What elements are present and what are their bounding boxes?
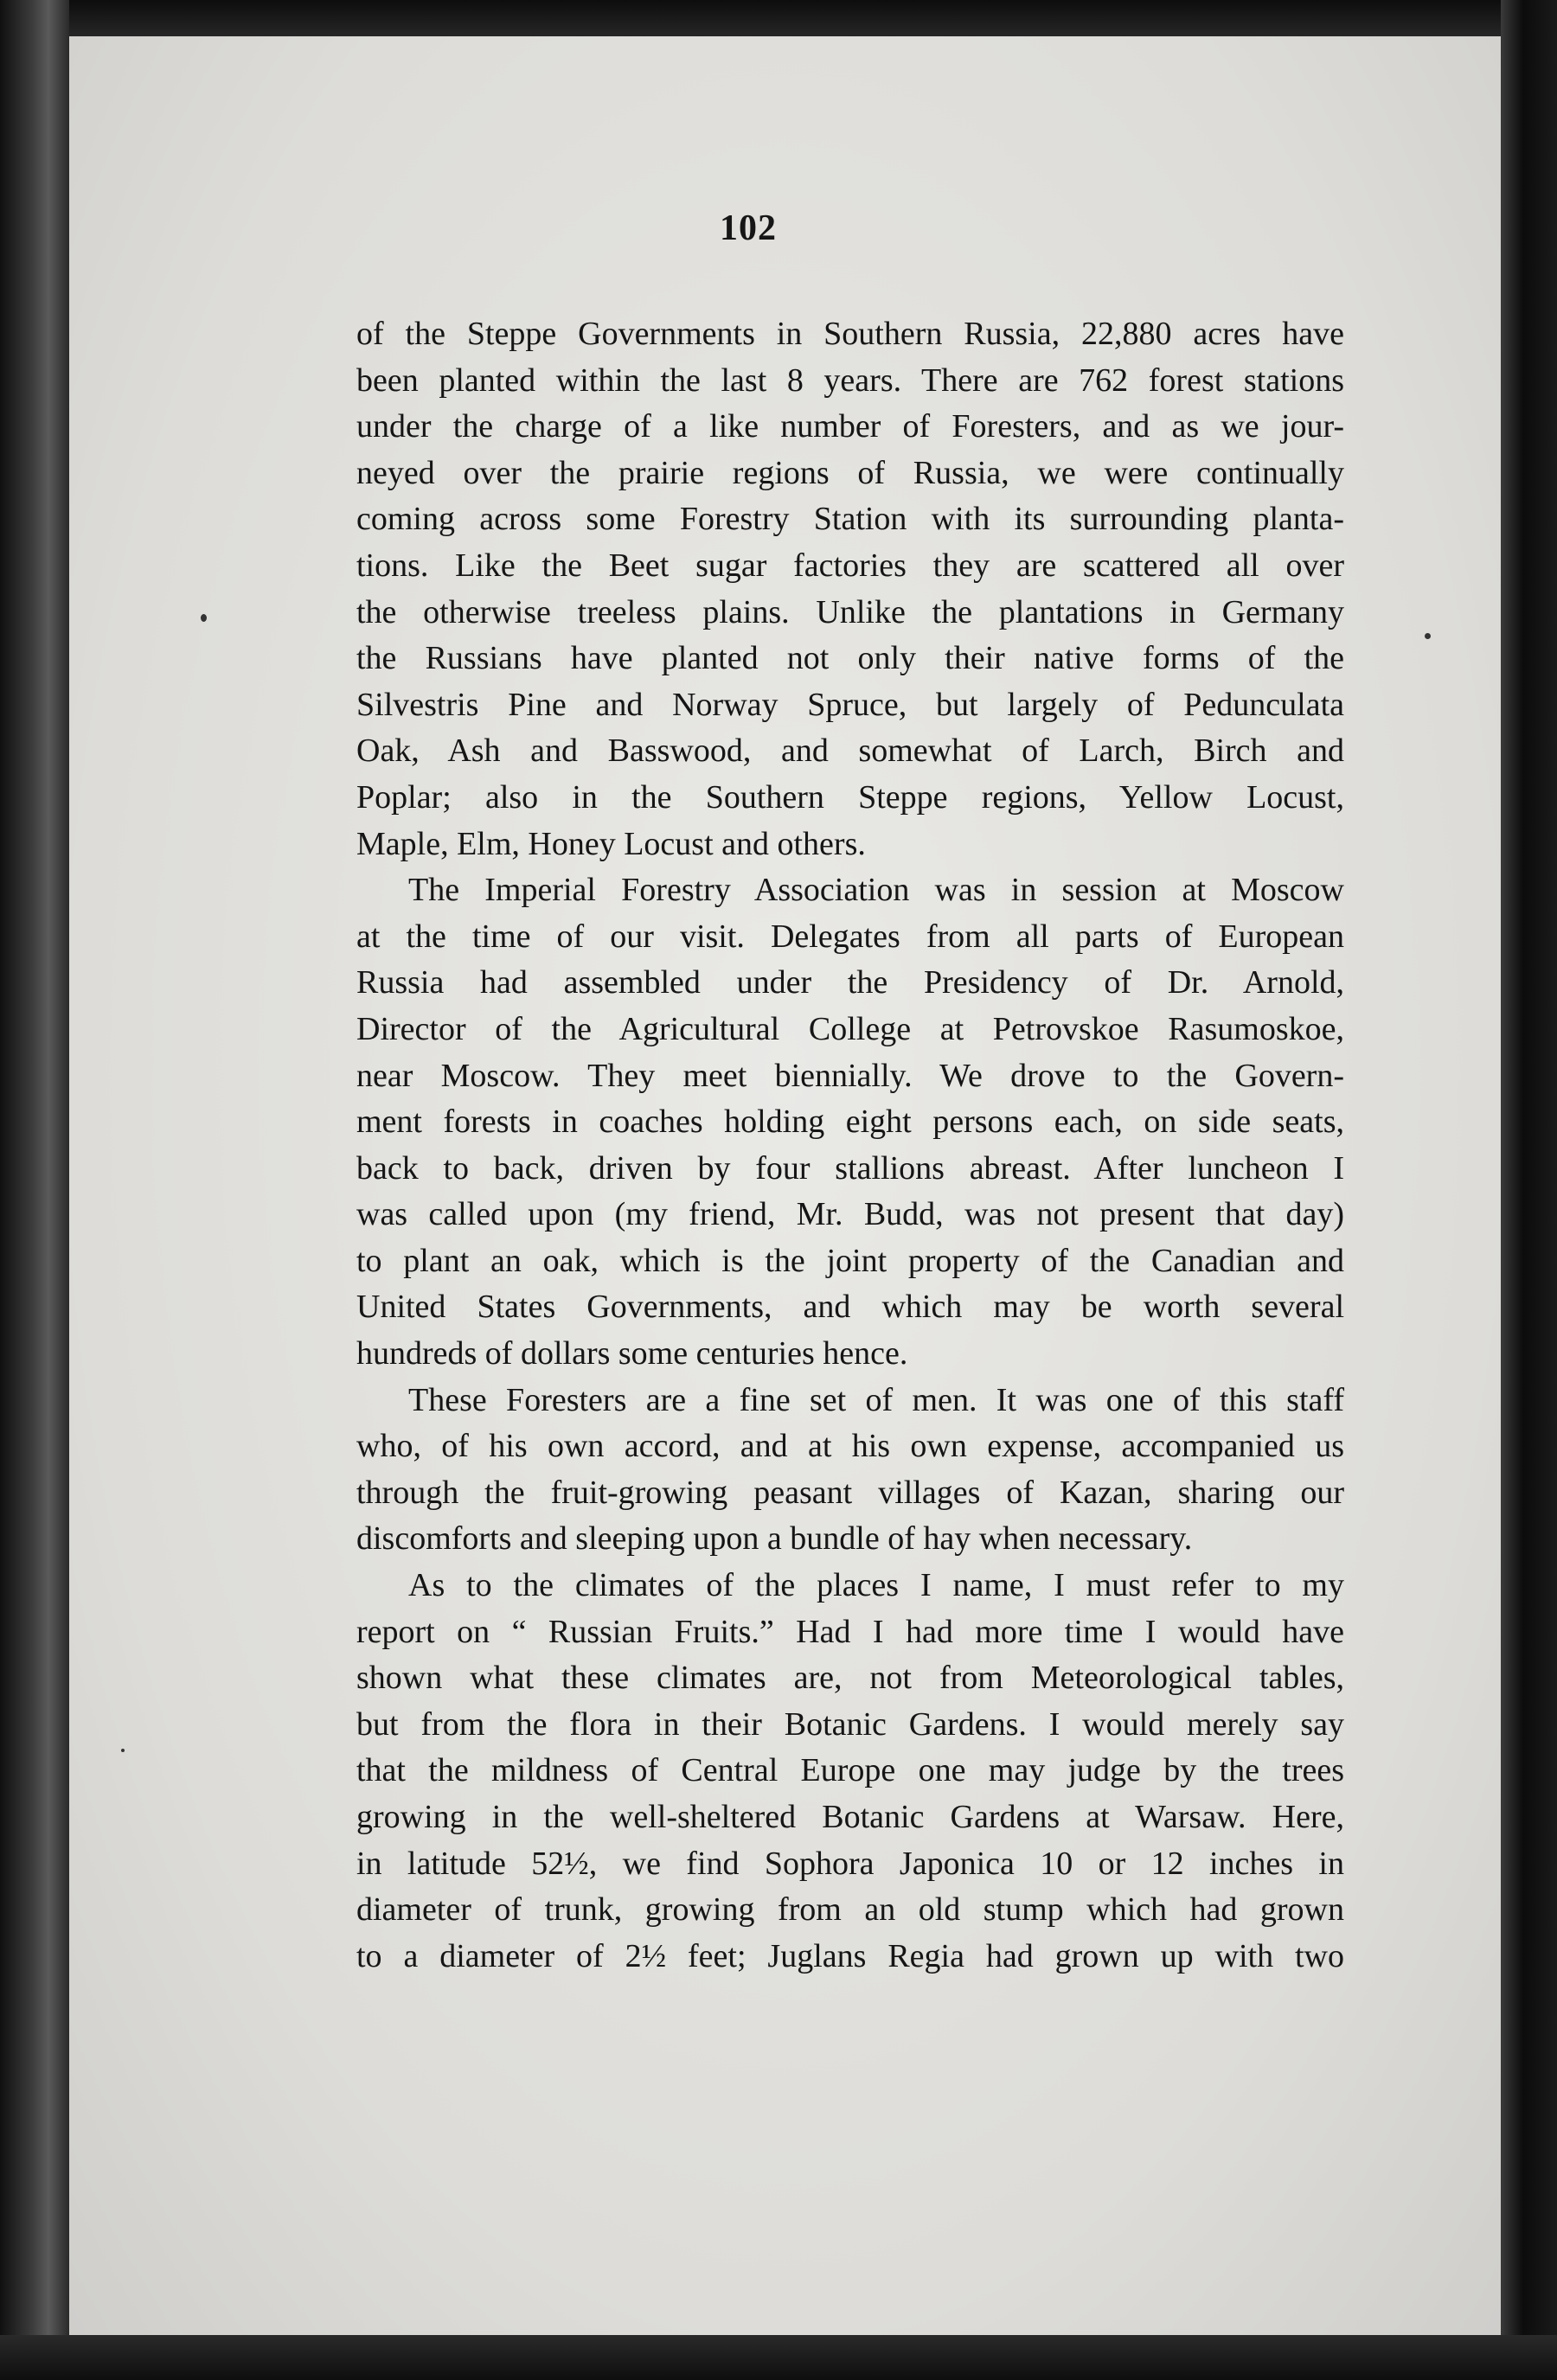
- text-line: Oak, Ash and Basswood, and somewhat of Larch, Birch and: [356, 733, 1344, 770]
- scan-speck: [1425, 633, 1431, 639]
- text-line: to a diameter of 2½ feet; Juglans Regia had grown up with two: [356, 1937, 1344, 1974]
- text-line: growing in the well-sheltered Botanic Gardens at Warsaw. Here,: [356, 1799, 1344, 1835]
- text-line: United States Governments, and which may be worth several: [356, 1289, 1344, 1326]
- text-line: Silvestris Pine and Norway Spruce, but largely of Pedunculata: [356, 686, 1344, 723]
- text-line: the otherwise treeless plains. Unlike the plantations in Germany: [356, 593, 1344, 630]
- text-line: under the charge of a like number of Foresters, and as we jour-: [356, 408, 1344, 445]
- scan-speck: [121, 1749, 125, 1752]
- paragraph: [356, 1378, 1344, 1563]
- text-line: discomforts and sleeping upon a bundle of hay when necessary.: [356, 1520, 1193, 1558]
- text-line: These Foresters are a fine set of men. It was one of this staff: [408, 1381, 1344, 1418]
- text-line: coming across some Forestry Station with its surrounding planta-: [356, 501, 1344, 538]
- text-line: that the mildness of Central Europe one may judge by the trees: [356, 1752, 1344, 1789]
- text-line: near Moscow. They meet biennially. We drove to the Govern-: [356, 1057, 1344, 1094]
- paragraph: [356, 311, 1344, 867]
- scan-frame-left: [0, 0, 69, 2380]
- text-line: Maple, Elm, Honey Locust and others.: [356, 825, 866, 862]
- text-line: the Russians have planted not only their native forms of the: [356, 640, 1344, 677]
- text-line: neyed over the prairie regions of Russia, we were continually: [356, 454, 1344, 491]
- text-line: to plant an oak, which is the joint property of the Canadian and: [356, 1242, 1344, 1279]
- text-line: report on “ Russian Fruits.” Had I had more time I would have: [356, 1613, 1344, 1650]
- text-line: shown what these climates are, not from Meteorological tables,: [356, 1660, 1344, 1697]
- scan-frame-top: [0, 0, 1557, 36]
- text-line: diameter of trunk, growing from an old stump which had grown: [356, 1891, 1344, 1929]
- text-line: back to back, driven by four stallions abreast. After luncheon I: [356, 1149, 1344, 1187]
- text-line: tions. Like the Beet sugar factories they are scattered all over: [356, 547, 1344, 584]
- text-line: Director of the Agricultural College at Petrovskoe Rasumoskoe,: [356, 1010, 1344, 1047]
- text-line: been planted within the last 8 years. There are 762 forest stations: [356, 361, 1344, 399]
- body-text: [356, 311, 1344, 1980]
- text-line: in latitude 52½, we find Sophora Japonica 10 or 12 inches in: [356, 1845, 1344, 1882]
- text-line: but from the flora in their Botanic Gardens. I would merely say: [356, 1705, 1344, 1743]
- text-line: Russia had assembled under the Presidency of Dr. Arnold,: [356, 964, 1344, 1001]
- text-line: Poplar; also in the Southern Steppe regions, Yellow Locust,: [356, 778, 1344, 816]
- text-line: As to the climates of the places I name, I must refer to my: [408, 1567, 1344, 1604]
- text-line: at the time of our visit. Delegates from all parts of European: [356, 918, 1344, 955]
- text-line: The Imperial Forestry Association was in session at Moscow: [408, 872, 1344, 909]
- text-line: through the fruit-growing peasant villages of Kazan, sharing our: [356, 1474, 1344, 1511]
- paragraph: [356, 1563, 1344, 1980]
- page-number: 102: [720, 208, 777, 248]
- text-line: of the Steppe Governments in Southern Russia, 22,880 acres have: [356, 316, 1344, 352]
- scan-speck: [201, 614, 207, 622]
- scan-frame-right: [1501, 0, 1557, 2380]
- text-line: was called upon (my friend, Mr. Budd, was not present that day): [356, 1196, 1344, 1233]
- text-line: hundreds of dollars some centuries hence.: [356, 1335, 908, 1372]
- text-line: who, of his own accord, and at his own expense, accompanied us: [356, 1428, 1344, 1465]
- paragraph: [356, 867, 1344, 1378]
- scan-frame-bottom: [0, 2335, 1557, 2380]
- text-line: ment forests in coaches holding eight persons each, on side seats,: [356, 1104, 1344, 1141]
